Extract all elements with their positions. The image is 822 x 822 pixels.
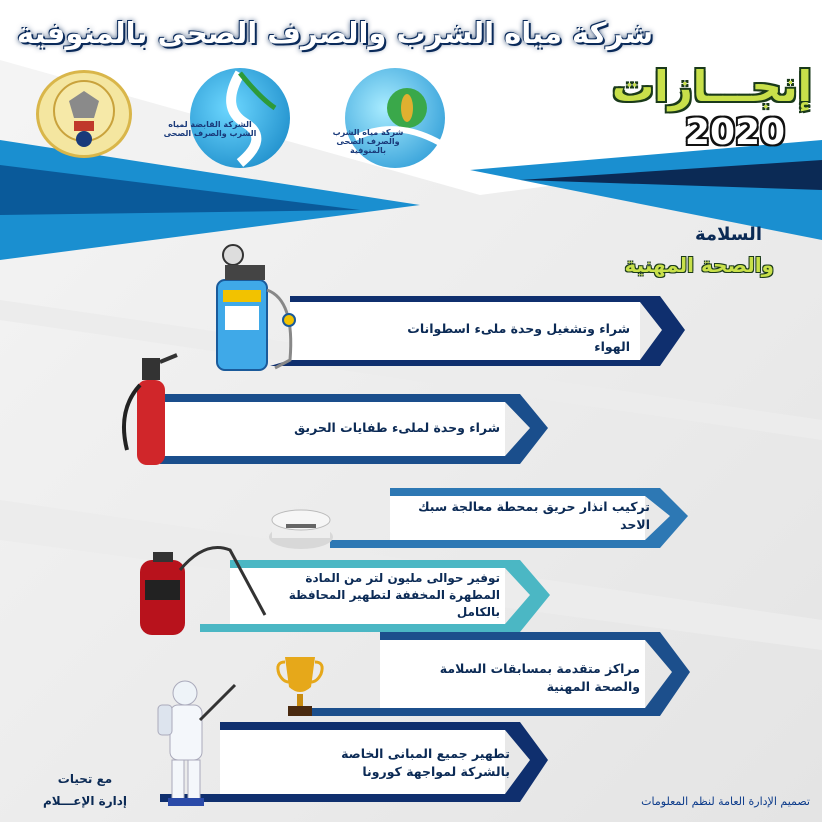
footer-dept: إدارة الإعـــلام (42, 794, 127, 808)
fire-extinguisher-icon (112, 350, 182, 470)
footer-design-credit: تصميم الإدارة العامة لنظم المعلومات (641, 795, 810, 808)
page-title: شركة مياه الشرب والصرف الصحى بالمنوفية (16, 16, 654, 50)
section-heading-line2: والصحة المهنية (624, 253, 774, 277)
smoke-detector-icon (266, 502, 336, 552)
achievements-heading: إنجـــازات (611, 62, 812, 111)
item-text-5: مراكز متقدمة بمسابقات السلامة والصحة المهنية (439, 661, 640, 694)
year-label: 2020 (684, 112, 786, 153)
holding-logo-caption: الشركة القابضة لمياه الشرب والصرف الصحى (163, 120, 257, 138)
section-heading-line1: السلامة (695, 224, 762, 245)
item-text-1: شراء وتشغيل وحدة ملىء اسطوانات الهواء (407, 321, 630, 354)
item-text-6: تطهير جميع المبانى الخاصة بالشركة لمواجهة كورونا (341, 746, 510, 779)
disinfection-worker-icon (150, 675, 240, 810)
air-cylinder-icon (205, 240, 305, 375)
trophy-icon (275, 652, 325, 720)
sprayer-tank-icon (135, 530, 270, 640)
item-text-2: شراء وحدة لملىء طفايات الحريق (294, 420, 500, 435)
footer-greeting: مع تحيات (57, 772, 113, 786)
item-text-3: تركيب انذار حريق بمحطة معالجة سبك الاحد (418, 499, 650, 532)
item-text-4: توفير حوالى مليون لتر من المادة المطهرة المخففة لتطهير المحافظة بالكامل (288, 571, 500, 619)
menoufia-logo-caption: شركة مياه الشرب والصرف الصحى بالمنوفية (332, 128, 404, 155)
